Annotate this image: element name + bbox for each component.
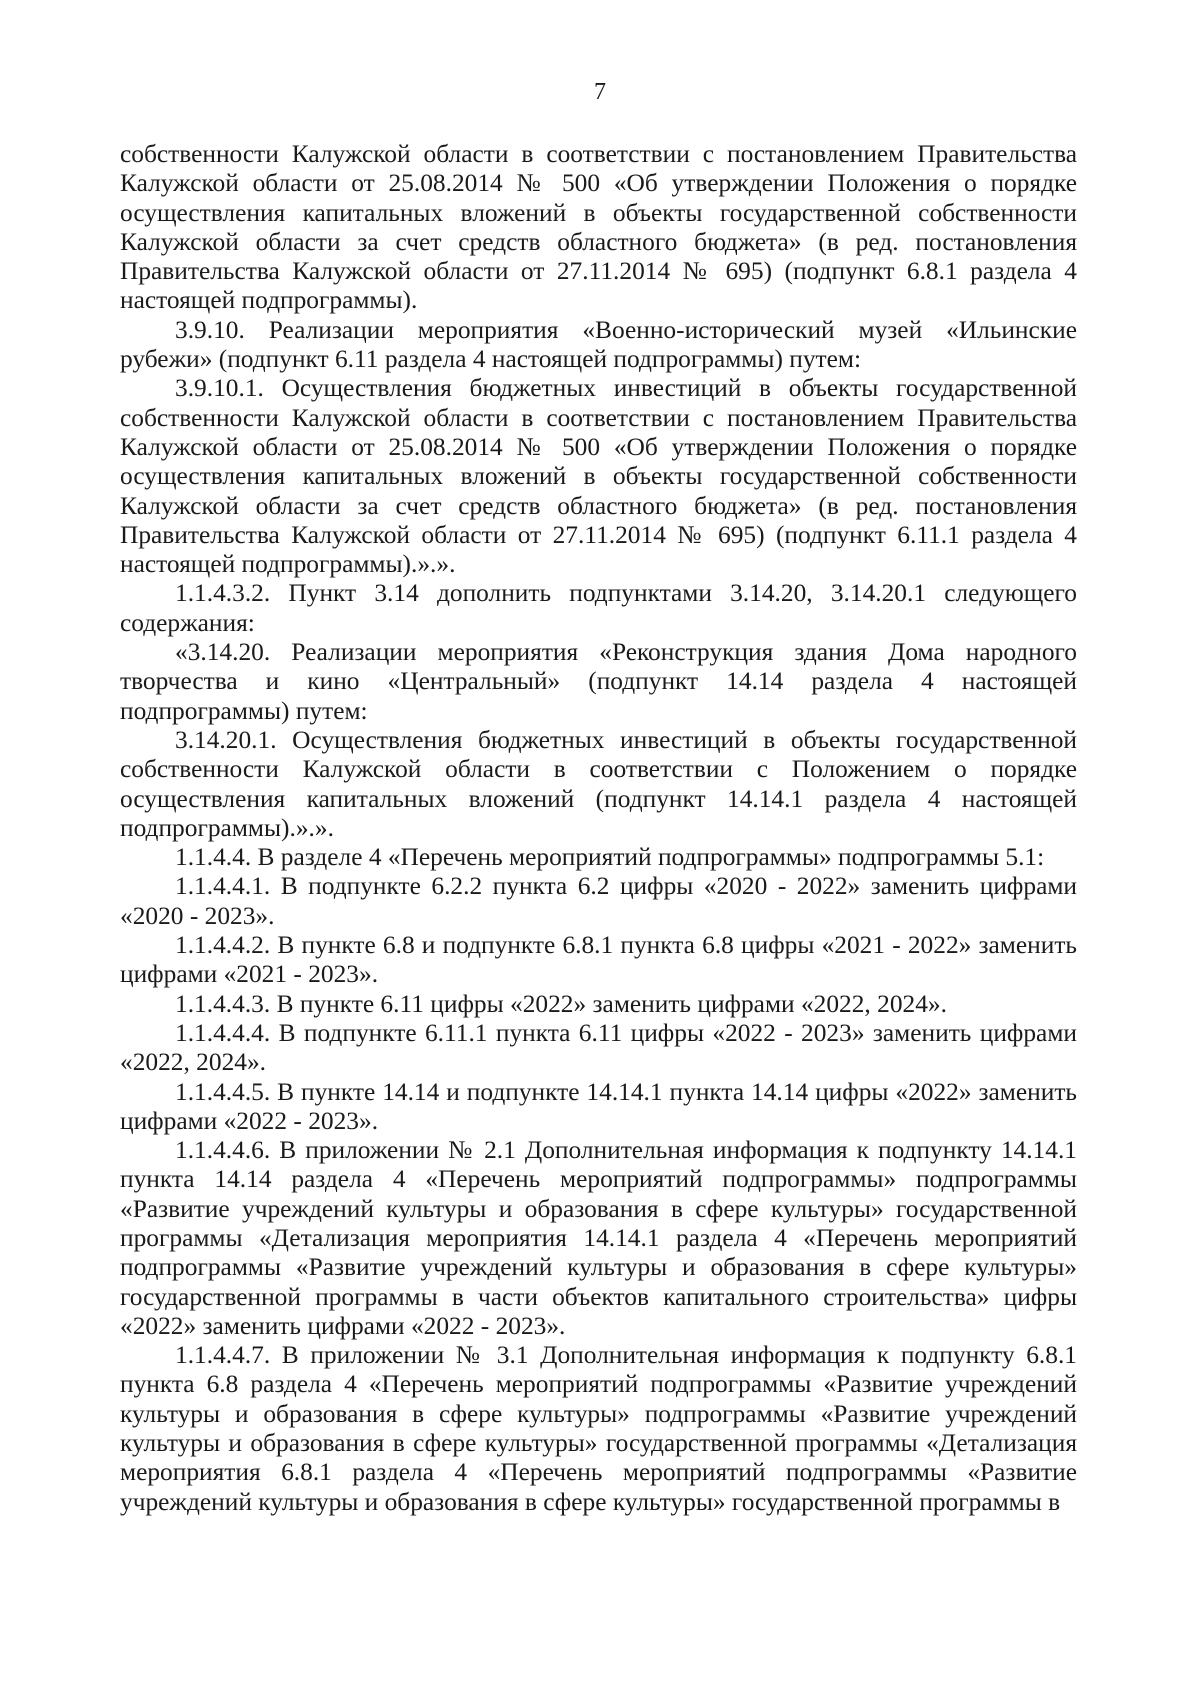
paragraph-1-1-4-4-6: 1.1.4.4.6. В приложении № 2.1 Дополнительная информация к подпункту 14.14.1 пункта 14.14 раздела 4 «Перечень мероприятий подпрограммы» подпрограммы «Развитие учреждений культуры и образования в сфере культуры» государственной программы «Детализация мероприятия 14.14.1 раздела 4 «Перечень мероприятий подпрограммы «Развитие учреждений культуры и образования в сфере культуры» государственной программы в части объектов капитального строительства» цифры «2022» заменить цифрами «2022 - 2023». xyxy=(120,1136,1077,1340)
paragraph-1-1-4-4-3: 1.1.4.4.3. В пункте 6.11 цифры «2022» заменить цифрами «2022, 2024». xyxy=(175,989,947,1018)
paragraph-1-1-4-4-5: 1.1.4.4.5. В пункте 14.14 и подпункте 14.14.1 пункта 14.14 цифры «2022» заменить цифрами «2022 - 2023». xyxy=(120,1077,1077,1135)
page-number: 7 xyxy=(594,79,606,105)
paragraph-1: собственности Калужской области в соответствии с постановлением Правительства Калужской области от 25.08.2014 № 500 «Об утверждении Положения о порядке осуществления капитальных вложений в объекты государственной собственности Калужской области за счет средств областного бюджета» (в ред. постановления Правительства Калужской области от 27.11.2014 № 695) (подпункт 6.8.1 раздела 4 настоящей подпрограммы). xyxy=(120,140,1077,315)
paragraph-1-1-4-4-1: 1.1.4.4.1. В подпункте 6.2.2 пункта 6.2 цифры «2020 - 2022» заменить цифрами «2020 - 2023». xyxy=(120,872,1077,930)
paragraph-1-1-4-4-2: 1.1.4.4.2. В пункте 6.8 и подпункте 6.8.1 пункта 6.8 цифры «2021 - 2022» заменить цифрами «2021 - 2023». xyxy=(120,931,1077,989)
paragraph-1-1-4-3-2: 1.1.4.3.2. Пункт 3.14 дополнить подпунктами 3.14.20, 3.14.20.1 следующего содержания: xyxy=(120,579,1077,637)
paragraph-1-1-4-4-7: 1.1.4.4.7. В приложении № 3.1 Дополнительная информация к подпункту 6.8.1 пункта 6.8 раздела 4 «Перечень мероприятий подпрограммы «Развитие учреждений культуры и образования в сфере культуры» подпрограммы «Развитие учреждений культуры и образования в сфере культуры» государственной программы «Детализация мероприятия 6.8.1 раздела 4 «Перечень мероприятий подпрограммы «Развитие учреждений культуры и образования в сфере культуры» государственной программы в xyxy=(120,1341,1077,1516)
paragraph-3-14-20-1: 3.14.20.1. Осуществления бюджетных инвестиций в объекты государственной собственности Калужской области в соответствии с Положением о порядке осуществления капитальных вложений (подпункт 14.14.1 раздела 4 настоящей подпрограммы).».». xyxy=(120,725,1077,842)
paragraph-3-14-20: «3.14.20. Реализации мероприятия «Реконструкция здания Дома народного творчества и кино «Центральный» (подпункт 14.14 раздела 4 настоящей подпрограммы) путем: xyxy=(120,638,1077,725)
paragraph-3-9-10: 3.9.10. Реализации мероприятия «Военно-исторический музей «Ильинские рубежи» (подпункт 6.11 раздела 4 настоящей подпрограммы) путем: xyxy=(120,315,1077,374)
paragraph-3-9-10-1: 3.9.10.1. Осуществления бюджетных инвестиций в объекты государственной собственности Калужской области в соответствии с постановлением Правительства Калужской области от 25.08.2014 № 500 «Об утверждении Положения о порядке осуществления капитальных вложений в объекты государственной собственности Калужской области за счет средств областного бюджета» (в ред. постановления Правительства Калужской области от 27.11.2014 № 695) (подпункт 6.11.1 раздела 4 настоящей подпрограммы).».». xyxy=(120,374,1077,579)
document-body xyxy=(120,140,1077,1517)
paragraph-1-1-4-4-4: 1.1.4.4.4. В подпункте 6.11.1 пункта 6.11 цифры «2022 - 2023» заменить цифрами «2022, 2024». xyxy=(120,1018,1077,1077)
paragraph-1-1-4-4: 1.1.4.4. В разделе 4 «Перечень мероприятий подпрограммы» подпрограммы 5.1: xyxy=(175,843,1045,872)
